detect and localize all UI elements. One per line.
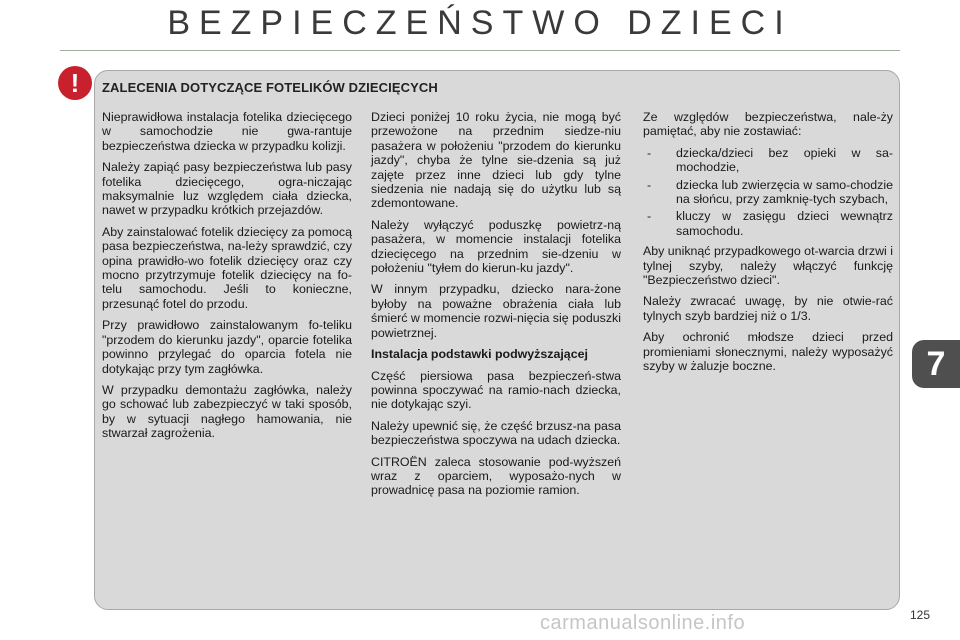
list-item: - kluczy w zasięgu dzieci wewnątrz samochodu. [643, 209, 893, 238]
paragraph: CITROËN zaleca stosowanie pod-wyższeń wraz z oparciem, wyposażo-nych w prowadnicę pasa na poziomie ramion. [371, 454, 621, 498]
list-item: - dziecka lub zwierzęcia w samo-chodzie na słońcu, przy zamknię-tych szybach, [643, 178, 893, 207]
paragraph: Aby ochronić młodsze dzieci przed promieniami słonecznymi, należy wyposażyć szyby w żaluzje boczne. [643, 330, 893, 374]
paragraph: Przy prawidłowo zainstalowanym fo-teliku "przodem do kierunku jazdy", oparcie fotelika powinno przylegać do oparcia fotela nie dotykając przy tym zagłówka. [102, 318, 352, 376]
subheading-booster-seat: Instalacja podstawki podwyższającej [371, 347, 588, 362]
chapter-tab: 7 [912, 340, 960, 388]
paragraph: Należy wyłączyć poduszkę powietrz-ną pasażera, w momencie instalacji fotelika dziecięcego na przednim sie-dzeniu w położeniu "tyłem do kierun-ku jazdy". [371, 217, 621, 276]
paragraph: Aby zainstalować fotelik dziecięcy za pomocą pasa bezpieczeństwa, na-leży sprawdzić, czy opina prawidło-wo fotelik dziecięcy oraz czy mocno przytrzymuje fotelik dziecięcy na fo-telu samochodu. Jeśli to konieczne, przesunąć fotel do przodu. [102, 224, 352, 311]
paragraph: Dzieci poniżej 10 roku życia, nie mogą być przewożone na przednim siedze-niu pasażera w położeniu "przodem do kierunku jazdy", chyba że tylne sie-dzenia są już zajęte przez inne dzieci lub gdy tylne siedzenia nie nadają się do użytku lub są zdemontowane. [371, 110, 621, 211]
paragraph: W przypadku demontażu zagłówka, należy go schować lub zabezpieczyć w taki sposób, by w sytuacji nagłego hamowania, nie stwarzał zagrożenia. [102, 382, 352, 441]
paragraph: Ze względów bezpieczeństwa, nale-ży pamiętać, aby nie zostawiać: [643, 110, 893, 139]
paragraph: Część piersiowa pasa bezpieczeń-stwa powinna spoczywać na ramio-nach dziecka, nie dotykając szyi. [371, 368, 621, 412]
text-column-2 [371, 110, 621, 505]
title-divider [60, 50, 900, 51]
page-number: 125 [910, 608, 931, 622]
section-title: ZALECENIA DOTYCZĄCE FOTELIKÓW DZIECIĘCYCH [102, 80, 438, 95]
dash-list [643, 146, 893, 238]
watermark: carmanualsonline.info [540, 612, 746, 634]
paragraph: Aby uniknąć przypadkowego ot-warcia drzwi i tylnej szyby, należy włączyć funkcję "Bezpieczeństwo dzieci". [643, 244, 893, 288]
paragraph: Należy zwracać uwagę, by nie otwie-rać tylnych szyb bardziej niż o 1/3. [643, 294, 893, 323]
paragraph: Należy zapiąć pasy bezpieczeństwa lub pasy fotelika dziecięcego, ogra-niczając maksymalnie luz względem ciała dziecka, nawet w przypadku krótkich przejazdów. [102, 160, 352, 218]
text-column-1 [102, 110, 352, 448]
paragraph: Należy upewnić się, że część brzusz-na pasa bezpieczeństwa spoczywa na udach dziecka. [371, 418, 621, 448]
paragraph: W innym przypadku, dziecko nara-żone byłoby na poważne obrażenia ciała lub śmierć w momencie rozwi-nięcia się poduszki powietrznej. [371, 282, 621, 340]
exclamation-warning-icon: ! [58, 66, 92, 100]
paragraph: Nieprawidłowa instalacja fotelika dziecięcego w samochodzie nie gwa-rantuje bezpieczeństwa dziecka w przypadku kolizji. [102, 110, 352, 153]
text-column-3 [643, 110, 893, 381]
list-item: - dziecka/dzieci bez opieki w sa-mochodzie, [643, 146, 893, 175]
page-title: BEZPIECZEŃSTWO DZIECI [167, 4, 793, 42]
